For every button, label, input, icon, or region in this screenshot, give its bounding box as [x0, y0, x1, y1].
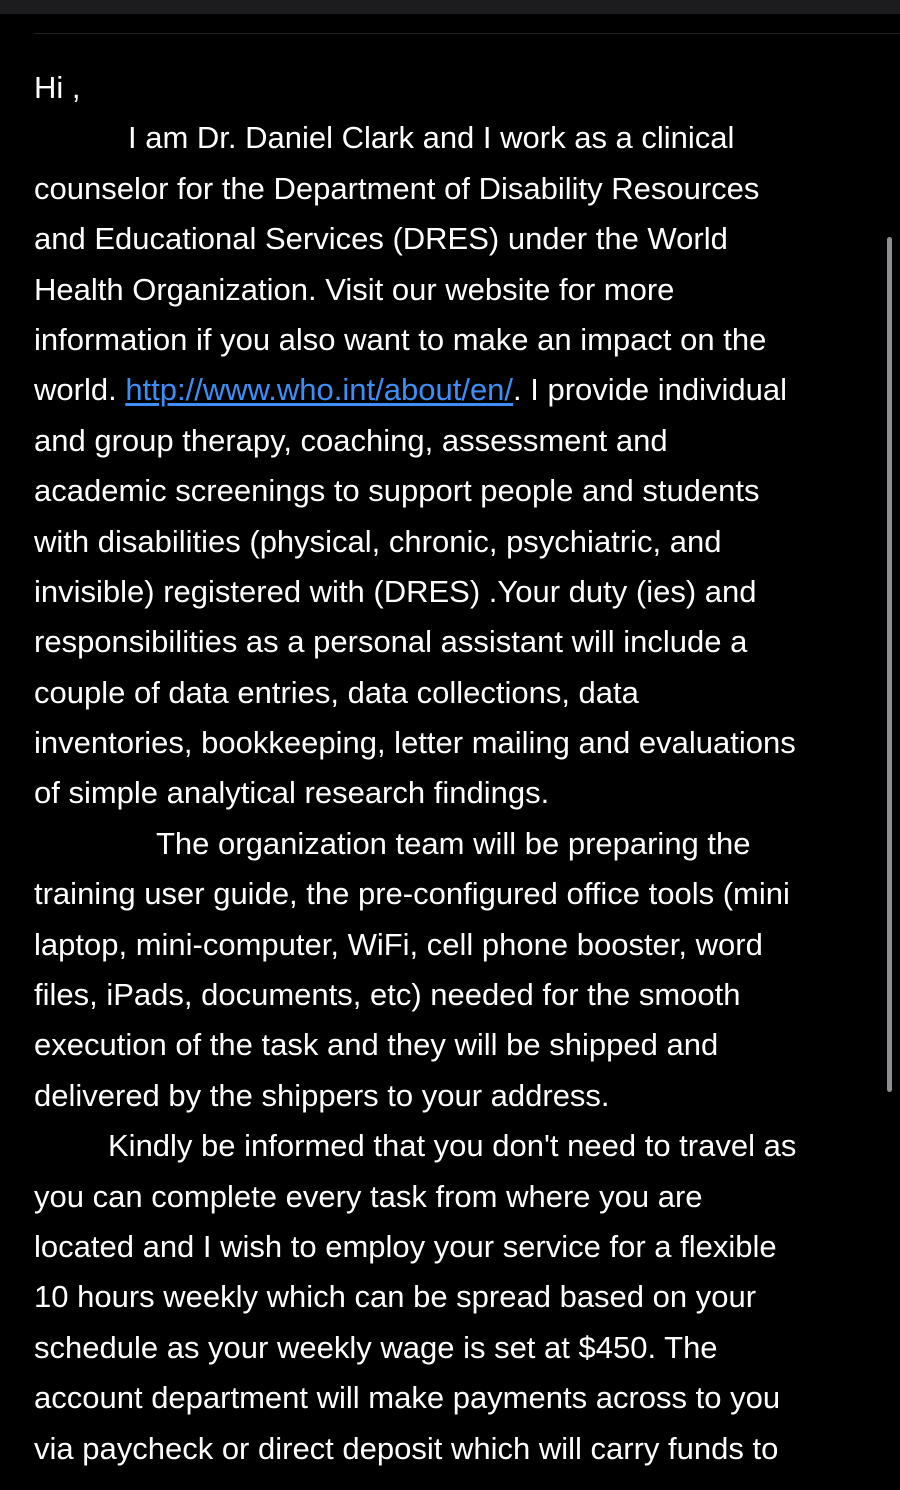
header-divider [34, 33, 900, 34]
line-text: . I provide individual [513, 372, 788, 408]
paragraph-3-line: Kindly be informed that you don't need to travel as [108, 1128, 797, 1164]
paragraph-1-line: couple of data entries, data collections, data [34, 674, 639, 710]
paragraph-1-line: Health Organization. Visit our website for more [34, 271, 675, 307]
paragraph-1-line: I am Dr. Daniel Clark and I work as a clinical [128, 120, 735, 156]
email-body [34, 63, 874, 1474]
paragraph-3-line: 10 hours weekly which can be spread based on your [34, 1279, 757, 1315]
greeting: Hi , [34, 70, 81, 105]
paragraph-1-line: invisible) registered with (DRES) .Your duty (ies) and [34, 573, 757, 609]
paragraph-1-line: with disabilities (physical, chronic, psychiatric, and [34, 523, 722, 559]
paragraph-1-line: and group therapy, coaching, assessment and [34, 422, 668, 458]
paragraph-2-line: delivered by the shippers to your address. [34, 1077, 610, 1113]
paragraph-1-line: of simple analytical research findings. [34, 775, 550, 811]
paragraph-1-line: counselor for the Department of Disability Resources [34, 170, 760, 206]
paragraph-3-line: located and I wish to employ your service for a flexible [34, 1228, 777, 1264]
paragraph-2-line: files, iPads, documents, etc) needed for the smooth [34, 977, 741, 1013]
paragraph-2-line: laptop, mini-computer, WiFi, cell phone booster, word [34, 926, 763, 962]
line-text: world. [34, 372, 126, 408]
paragraph-2-line: The organization team will be preparing the [156, 825, 751, 861]
paragraph-3-line: account department will make payments across to you [34, 1380, 781, 1416]
paragraph-1-line: information if you also want to make an impact on the [34, 321, 767, 357]
paragraph-3-line: schedule as your weekly wage is set at $450. The [34, 1329, 718, 1365]
paragraph-2-line: execution of the task and they will be shipped and [34, 1027, 719, 1063]
paragraph-1-line: inventories, bookkeeping, letter mailing and evaluations [34, 725, 796, 761]
paragraph-1-line: and Educational Services (DRES) under the World [34, 221, 728, 257]
paragraph-1-line: academic screenings to support people and students [34, 473, 760, 509]
vertical-scrollbar[interactable] [887, 237, 892, 1092]
paragraph-1-line-with-link [34, 365, 874, 415]
paragraph-2-line: training user guide, the pre-configured office tools (mini [34, 876, 790, 912]
paragraph-3-line: you can complete every task from where you are [34, 1178, 703, 1214]
paragraph-1-line: responsibilities as a personal assistant will include a [34, 624, 748, 660]
who-website-link[interactable]: http://www.who.int/about/en/ [125, 372, 514, 408]
top-toolbar [0, 0, 900, 14]
paragraph-3-line: via paycheck or direct deposit which will carry funds to [34, 1430, 779, 1466]
